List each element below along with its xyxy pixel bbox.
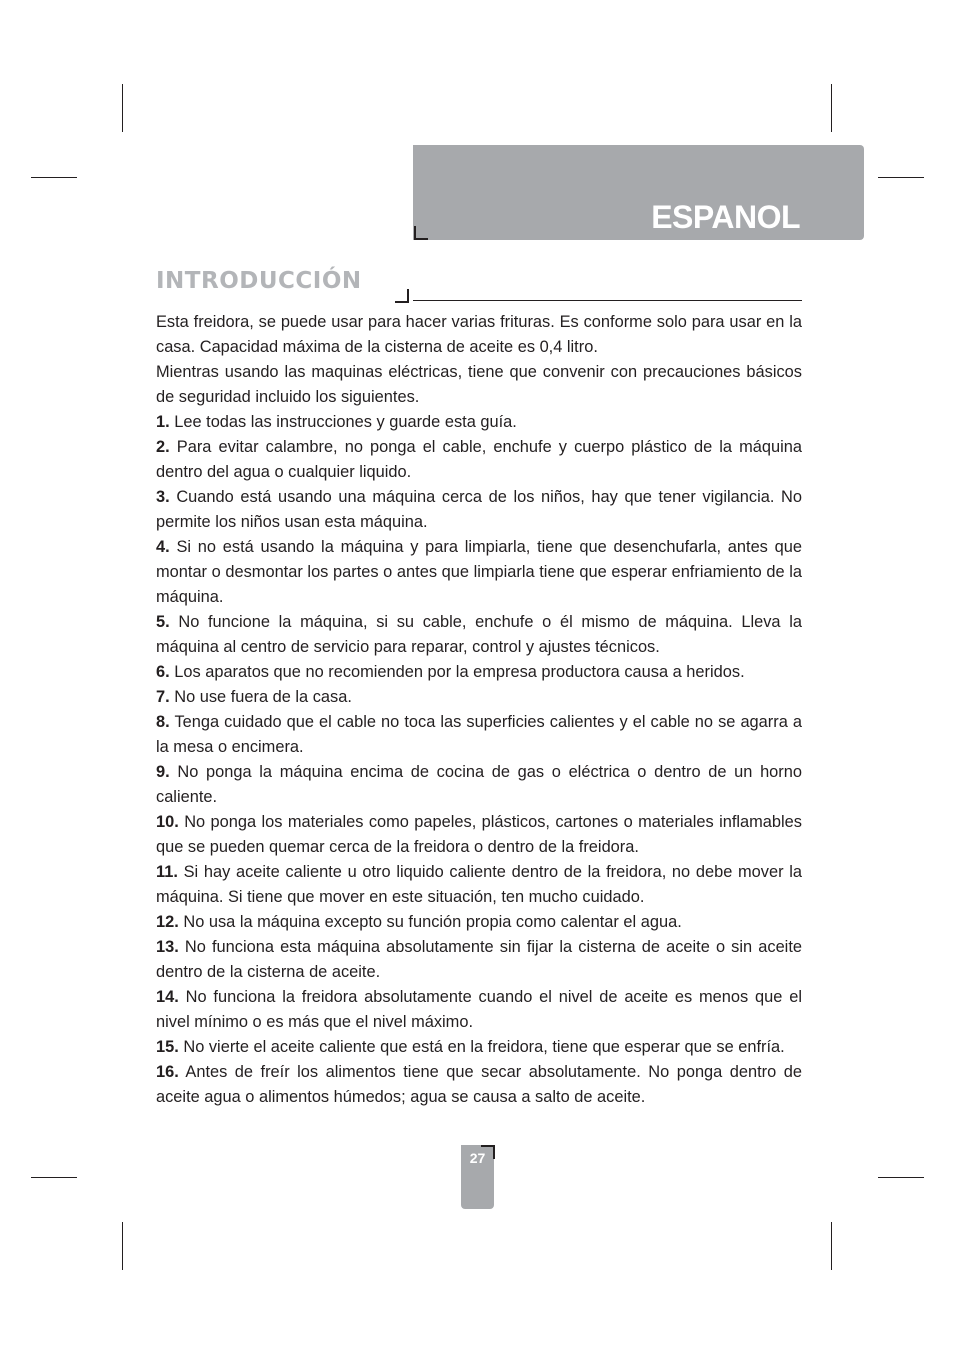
safety-item-number: 13.	[156, 938, 179, 956]
safety-item-text: No funciona esta máquina absolutamente sin fijar la cisterna de aceite o sin aceite dentro de la cisterna de aceite.	[156, 938, 802, 981]
safety-list	[156, 410, 802, 1110]
intro-paragraph: Mientras usando las maquinas eléctricas, tiene que convenir con precauciones básicos de seguridad incluido los siguientes.	[156, 363, 802, 406]
safety-item-number: 12.	[156, 913, 179, 931]
intro-paragraph: Esta freidora, se puede usar para hacer varias frituras. Es conforme solo para usar en la casa. Capacidad máxima de la cisterna de aceite es 0,4 litro.	[156, 313, 802, 356]
safety-item-text: Tenga cuidado que el cable no toca las superficies calientes y el cable no se agarra a la mesa o encimera.	[156, 713, 802, 756]
safety-item	[156, 860, 802, 910]
safety-item-text: No usa la máquina excepto su función propia como calentar el agua.	[183, 913, 682, 931]
safety-item-text: No ponga los materiales como papeles, plásticos, cartones o materiales inflamables que se pueden quemar cerca de la freidora o dentro de la freidora.	[156, 813, 802, 856]
safety-item	[156, 760, 802, 810]
safety-item-number: 10.	[156, 813, 179, 831]
safety-item-number: 11.	[156, 863, 178, 881]
safety-item-text: Los aparatos que no recomienden por la empresa productora causa a heridos.	[174, 663, 745, 681]
page-number: 27	[469, 1150, 486, 1166]
safety-item	[156, 810, 802, 860]
safety-item-text: Para evitar calambre, no ponga el cable, enchufe y cuerpo plástico de la máquina dentro del agua o cualquier liquido.	[156, 438, 802, 481]
safety-item	[156, 610, 802, 660]
safety-item-text: Si hay aceite caliente u otro liquido caliente dentro de la freidora, no debe mover la máquina. Si tiene que mover en este situación, ten mucho cuidado.	[156, 863, 802, 906]
language-header-tab	[413, 145, 864, 240]
crop-mark-bottom-right-horizontal	[878, 1177, 924, 1178]
safety-item-number: 16.	[156, 1063, 179, 1081]
safety-item	[156, 410, 802, 435]
section-corner-mark	[395, 289, 409, 303]
safety-item-number: 7.	[156, 688, 170, 706]
safety-item-number: 6.	[156, 663, 170, 681]
crop-mark-top-right-vertical	[831, 84, 832, 132]
safety-item-text: No funciona la freidora absolutamente cuando el nivel de aceite es menos que el nivel mínimo o es más que el nivel máximo.	[156, 988, 802, 1031]
safety-item-text: Lee todas las instrucciones y guarde esta guía.	[174, 413, 517, 431]
safety-item	[156, 660, 802, 685]
safety-item-text: Antes de freír los alimentos tiene que secar absolutamente. No ponga dentro de aceite agua o alimentos húmedos; agua se causa a salto de aceite.	[156, 1063, 802, 1106]
safety-item-number: 8.	[156, 713, 170, 731]
safety-item-number: 1.	[156, 413, 170, 431]
safety-item-number: 14.	[156, 988, 179, 1006]
safety-item	[156, 685, 802, 710]
safety-item-number: 5.	[156, 613, 170, 631]
footer-corner-mark	[481, 1145, 495, 1159]
safety-item-number: 4.	[156, 538, 170, 556]
section-divider	[413, 300, 802, 301]
safety-item	[156, 910, 802, 935]
section-title: INTRODUCCIÓN	[156, 268, 362, 294]
crop-mark-bottom-left-horizontal	[31, 1177, 77, 1178]
safety-item	[156, 1035, 802, 1060]
safety-item-text: No vierte el aceite caliente que está en la freidora, tiene que esperar que se enfría.	[183, 1038, 785, 1056]
safety-item	[156, 985, 802, 1035]
instructions-body	[156, 310, 802, 1110]
crop-mark-bottom-left-vertical	[122, 1222, 123, 1270]
safety-item-number: 9.	[156, 763, 170, 781]
crop-mark-bottom-right-vertical	[831, 1222, 832, 1270]
safety-item	[156, 710, 802, 760]
safety-item	[156, 935, 802, 985]
safety-item	[156, 485, 802, 535]
crop-mark-top-right-horizontal	[878, 177, 924, 178]
safety-item-text: Si no está usando la máquina y para limpiarla, tiene que desenchufarla, antes que montar o desmontar los partes o antes que limpiarla tiene que esperar enfriamiento de la máquina.	[156, 538, 802, 606]
safety-item	[156, 535, 802, 610]
safety-item-number: 2.	[156, 438, 170, 456]
crop-mark-top-left-vertical	[122, 84, 123, 132]
header-corner-mark	[414, 226, 428, 240]
language-title: ESPANOL	[651, 199, 800, 235]
safety-item	[156, 1060, 802, 1110]
safety-item	[156, 435, 802, 485]
crop-mark-top-left-horizontal	[31, 177, 77, 178]
safety-item-number: 15.	[156, 1038, 179, 1056]
safety-item-number: 3.	[156, 488, 170, 506]
safety-item-text: No funcione la máquina, si su cable, enchufe o él mismo de máquina. Lleva la máquina al centro de servicio para reparar, control y ajustes técnicos.	[156, 613, 802, 656]
safety-item-text: Cuando está usando una máquina cerca de los niños, hay que tener vigilancia. No permite los niños usan esta máquina.	[156, 488, 802, 531]
safety-item-text: No use fuera de la casa.	[174, 688, 352, 706]
safety-item-text: No ponga la máquina encima de cocina de gas o eléctrica o dentro de un horno caliente.	[156, 763, 802, 806]
